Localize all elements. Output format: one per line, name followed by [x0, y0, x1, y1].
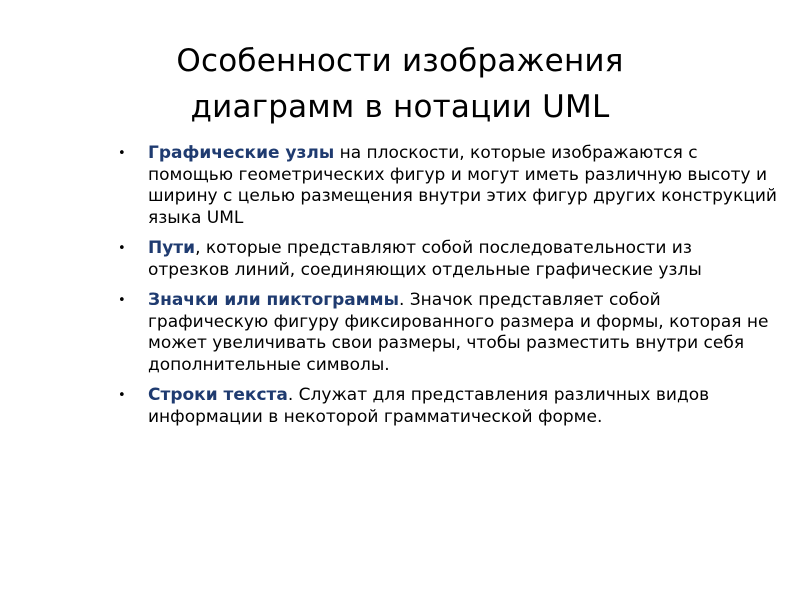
bullet-term: Графические узлы [148, 143, 335, 163]
bullet-text: на плоскости, которые изображаются с помощью геометрических фигур и могут иметь различную высоту и ширину с целью размещения внутри этих фигур других конструкций языка UML [148, 143, 777, 228]
bullet-term: Пути [148, 238, 196, 258]
bullet-marker: • [118, 293, 126, 308]
bullet-list [112, 143, 777, 437]
bullet-text: . Значок представляет собой графическую фигуру фиксированного размера и формы, которая не может увеличивать свои размеры, чтобы разместить внутри себя дополнительные символы. [148, 290, 769, 375]
slide-title-line-1: Особенности изображения [176, 43, 624, 79]
bullet-item-text-strings [112, 385, 777, 428]
slide-title [120, 38, 680, 130]
bullet-item-icons [112, 290, 777, 376]
bullet-term: Строки текста [148, 385, 288, 405]
bullet-term: Значки или пиктограммы [148, 290, 399, 310]
bullet-marker: • [118, 241, 126, 256]
slide-title-line-2: диаграмм в нотации UML [190, 89, 610, 125]
bullet-marker: • [118, 146, 126, 161]
bullet-text: , которые представляют собой последовательности из отрезков линий, соединяющих отдельные графические узлы [148, 238, 702, 280]
bullet-item-graphic-nodes [112, 143, 777, 229]
bullet-item-paths [112, 238, 777, 281]
bullet-text: . Служат для представления различных видов информации в некоторой грамматической форме. [148, 385, 710, 427]
bullet-marker: • [118, 388, 126, 403]
